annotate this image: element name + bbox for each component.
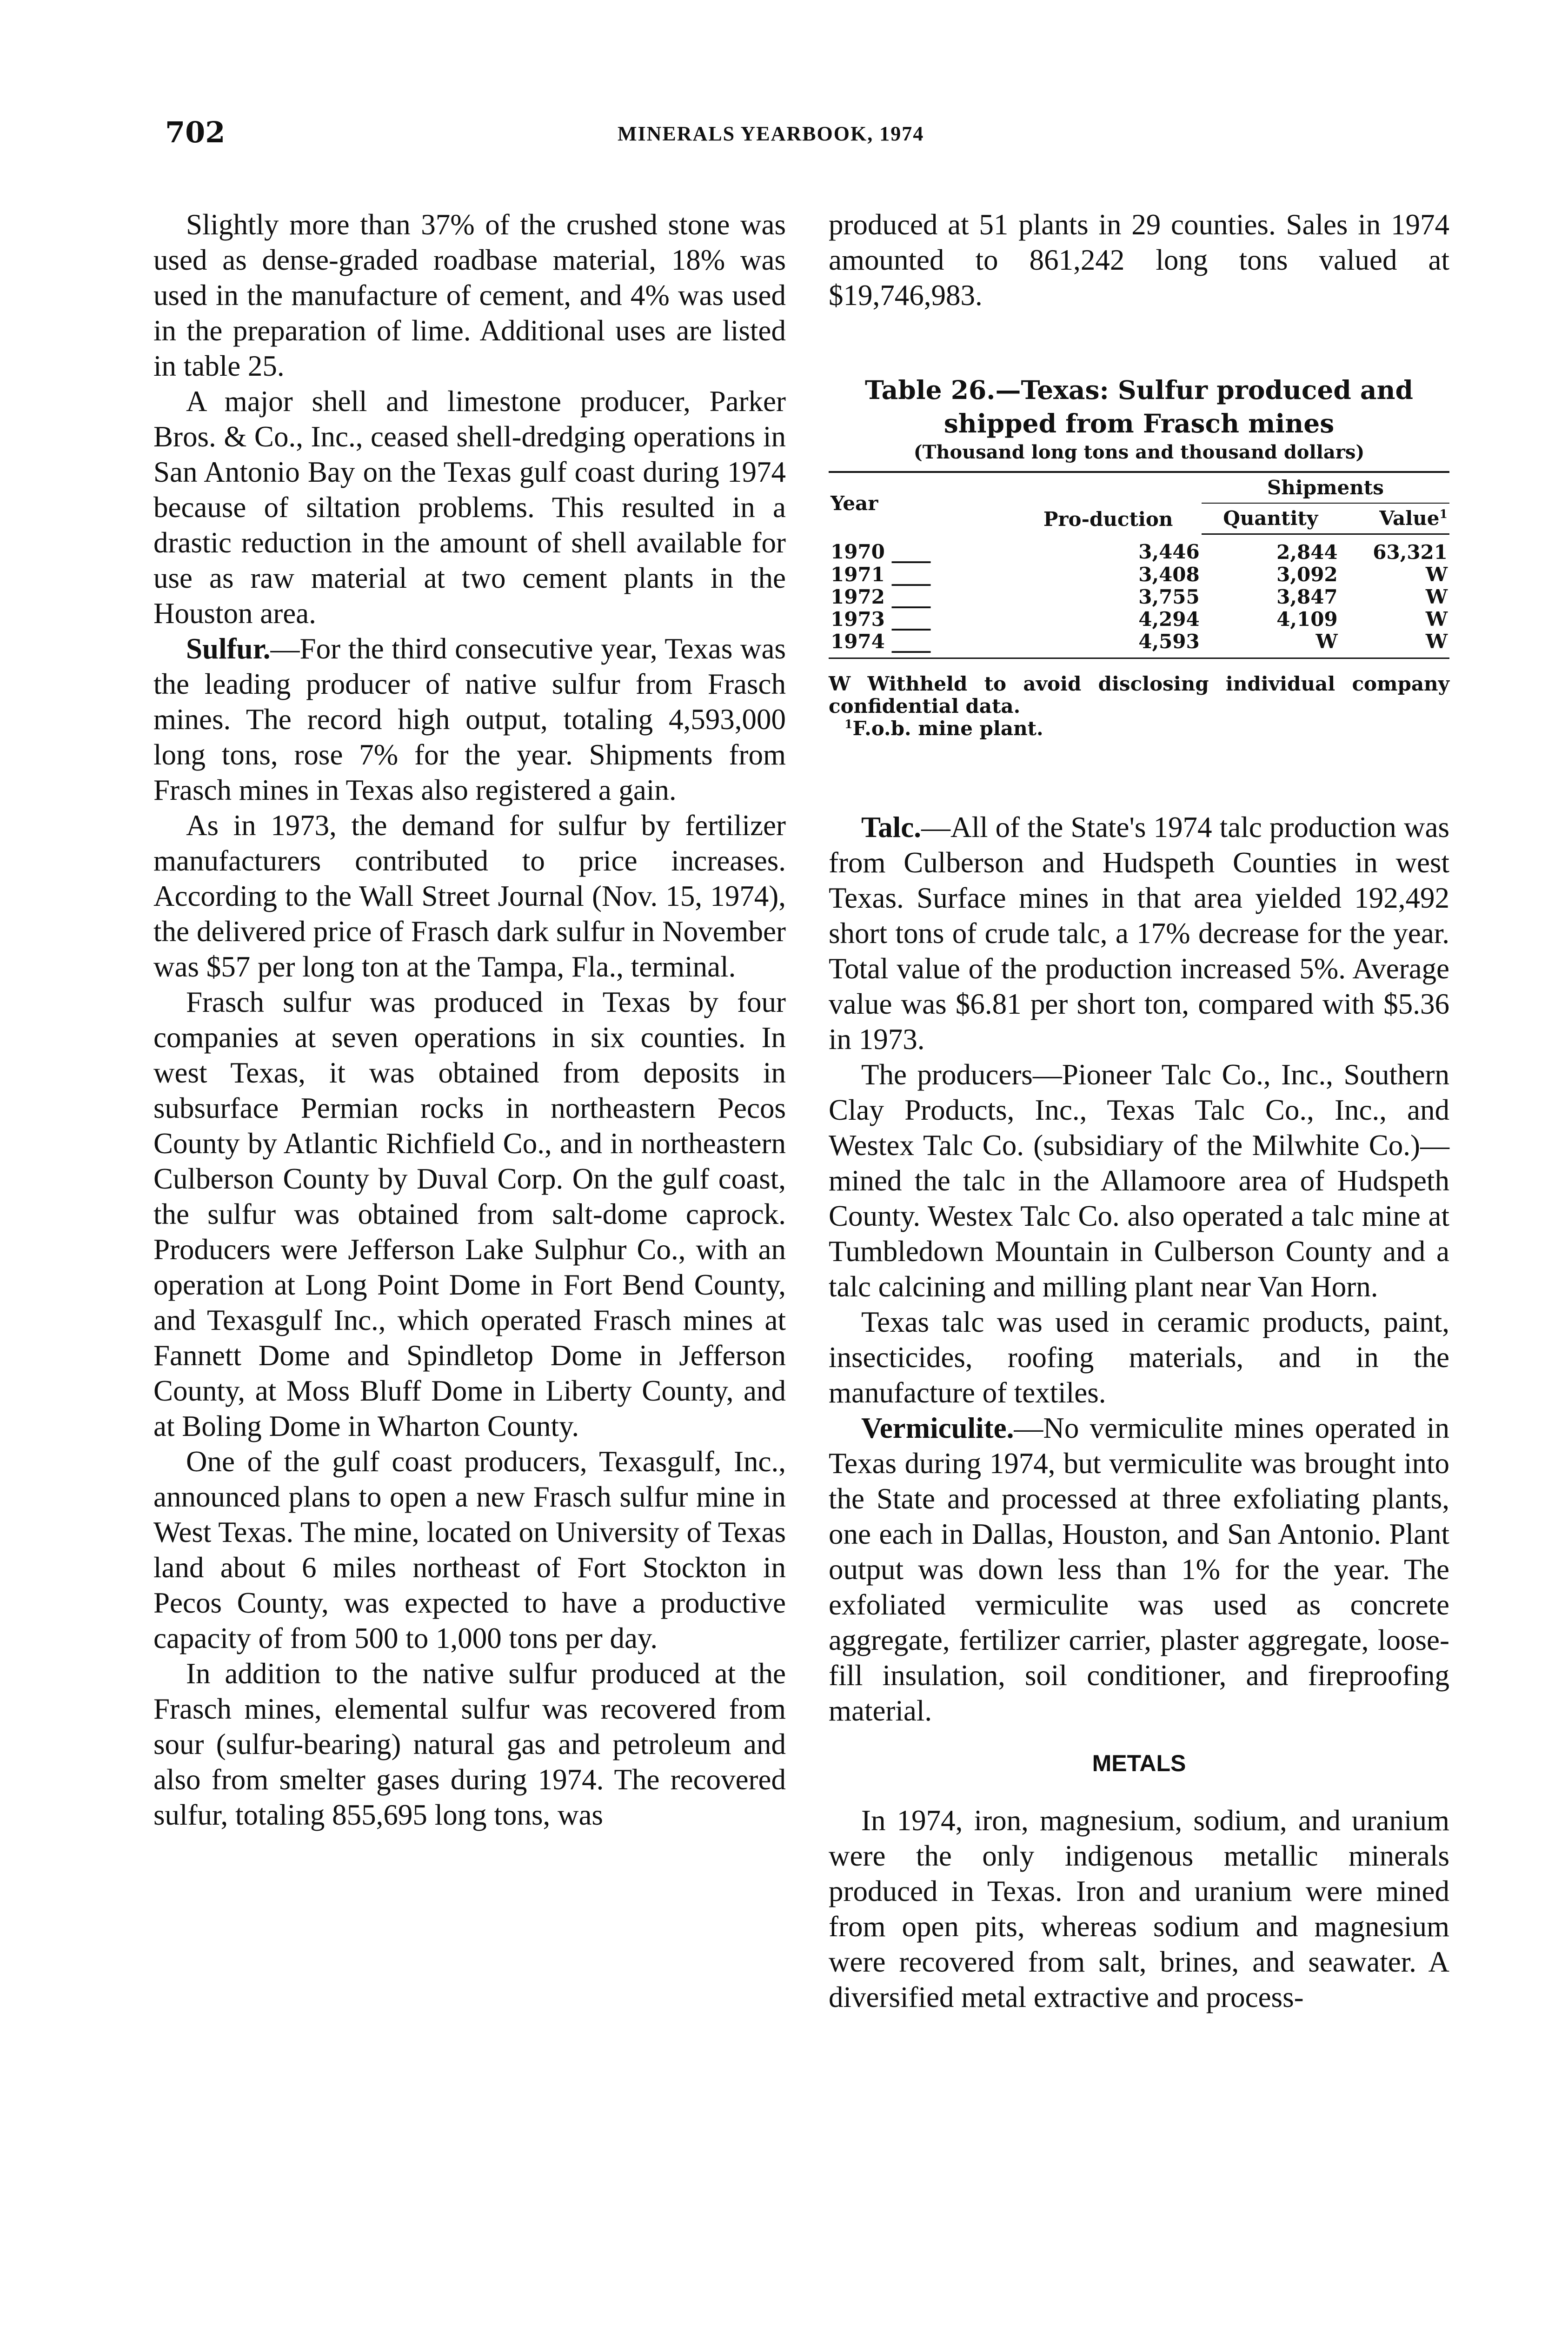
right-column: [829, 207, 1449, 2015]
cell-quantity: 3,847: [1276, 585, 1338, 608]
table-row: [829, 631, 1449, 658]
running-title: MINERALS YEARBOOK, 1974: [618, 122, 924, 145]
paragraph-talc: [829, 810, 1449, 1057]
cell-year: 1972 ____: [831, 585, 931, 608]
column-header-year: Year: [829, 472, 1015, 534]
cell-production: 3,755: [1138, 585, 1200, 608]
cell-year: 1971 ____: [831, 563, 931, 586]
paragraph-metals: In 1974, iron, magnesium, sodium, and uranium were the only indigenous metallic minerals produced in Texas. Iron and uranium were mined from open pits, whereas sodium and magnesium were recovered from salt, brines, and seawater. A diversified metal extractive and process-: [829, 1804, 1449, 2013]
paragraph-crushed-stone: Slightly more than 37% of the crushed stone was used as dense-graded roadbase material, 18% was used in the manufacture of cement, and 4% was used in the preparation of lime. Additional uses are listed in table 25.: [153, 208, 786, 382]
paragraph-recovered-sulfur: In addition to the native sulfur produced at the Frasch mines, elemental sulfur was recovered from sour (sulfur-bearing) natural gas and petroleum and also from smelter gases during 1974. The recovered sulfur, totaling 855,695 long tons, was: [153, 1657, 786, 1831]
cell-year: 1973 ____: [831, 608, 931, 631]
cell-year: 1970 ____: [831, 540, 931, 564]
cell-value: W: [1425, 608, 1448, 631]
sulfur-text: —For the third consecutive year, Texas was the leading producer of native sulfur from Frasch mines. The record high output, totaling 4,593,000 long tons, rose 7% for the year. Shipments from Frasch mines in Texas also registered a gain.: [153, 632, 786, 806]
table-row: [829, 586, 1449, 608]
value-footnote-mark: 1: [1439, 507, 1448, 521]
paragraph-talc-uses: Texas talc was used in ceramic products, paint, insecticides, roofing materials, and in the manufacture of textiles.: [829, 1306, 1449, 1409]
paragraph-sulfur: [153, 631, 786, 808]
column-header-quantity: Quantity: [1202, 503, 1340, 534]
cell-value: 63,321: [1373, 541, 1448, 564]
page-number: 702: [165, 115, 226, 149]
paragraph-frasch-producers: Frasch sulfur was produced in Texas by four companies at seven operations in six counties. In west Texas, it was obtained from deposits in subsurface Permian rocks in northeastern Pecos County by Atlantic Richfield Co., and in northeastern Culberson County by Duval Corp. On the gulf coast, the sulfur was obtained from salt-dome caprock. Producers were Jefferson Lake Sulphur Co., with an operation at Long Point Dome in Fort Bend County, and Texasgulf Inc., which operated Frasch mines at Fannett Dome and Spindletop Dome in Jefferson County, at Moss Bluff Dome in Liberty County, and at Boling Dome in Wharton County.: [153, 986, 786, 1442]
cell-quantity: 3,092: [1276, 563, 1338, 586]
table-footnotes: [829, 673, 1449, 740]
column-header-production: Pro-duction: [1015, 472, 1202, 534]
cell-value: W: [1425, 585, 1448, 608]
sulfur-run-in-heading: Sulfur.: [186, 632, 271, 665]
cell-production: 3,408: [1138, 563, 1200, 586]
paragraph-vermiculite: [829, 1410, 1449, 1728]
sulfur-table: [829, 471, 1449, 659]
talc-run-in-heading: Talc.: [861, 811, 921, 844]
table-26: [829, 373, 1449, 740]
footnote-1: [829, 717, 1449, 740]
table-row: [829, 534, 1449, 564]
cell-production: 4,593: [1015, 631, 1202, 658]
table-row: [829, 608, 1449, 631]
cell-quantity: W: [1202, 631, 1340, 658]
paragraph-shell-producer: A major shell and limestone producer, Parker Bros. & Co., Inc., ceased shell-dredging operations in San Antonio Bay on the Texas gulf coast during 1974 because of siltation problems. This resulted in a drastic reduction in the amount of shell available for use as raw material at two cement plants in the Houston area.: [153, 385, 786, 630]
paragraph-texasgulf-plans: One of the gulf coast producers, Texasgulf, Inc., announced plans to open a new Frasch sulfur mine in West Texas. The mine, located on University of Texas land about 6 miles northeast of Fort Stockton in Pecos County, was expected to have a productive capacity of from 500 to 1,000 tons per day.: [153, 1445, 786, 1654]
left-column: [153, 207, 786, 1833]
talc-section: [829, 810, 1449, 1728]
footnote-withheld: W Withheld to avoid disclosing individual company confidential data.: [829, 672, 1449, 717]
footnote-1-text: F.o.b. mine plant.: [852, 717, 1043, 740]
vermiculite-run-in-heading: Vermiculite.: [861, 1412, 1014, 1444]
footnote-1-mark: 1: [844, 717, 853, 731]
paragraph-recovered-sulfur-continued: produced at 51 plants in 29 counties. Sales in 1974 amounted to 861,242 long tons valued at $19,746,983.: [829, 208, 1449, 312]
paragraph-sulfur-demand: As in 1973, the demand for sulfur by fertilizer manufacturers contributed to price increases. According to the Wall Street Journal (Nov. 15, 1974), the delivered price of Frasch dark sulfur in November was $57 per long ton at the Tampa, Fla., terminal.: [153, 809, 786, 983]
vermiculite-text: —No vermiculite mines operated in Texas during 1974, but vermiculite was brought into the State and processed at three exfoliating plants, one each in Dallas, Houston, and San Antonio. Plant output was down less than 1% for the year. The exfoliated vermiculite was used as concrete aggregate, fertilizer carrier, plaster aggregate, loose-fill insulation, soil conditioner, and fireproofing material.: [829, 1412, 1449, 1727]
cell-value: W: [1425, 563, 1448, 586]
table-unit: (Thousand long tons and thousand dollars): [913, 441, 1365, 463]
cell-production: 3,446: [1138, 540, 1200, 564]
talc-text: —All of the State's 1974 talc production was from Culberson and Hudspeth Counties in west Texas. Surface mines in that area yielded 192,492 short tons of crude talc, a 17% decrease for the year. Total value of the production increased 5%. Average value was $6.81 per short ton, compared with $5.36 in 1973.: [829, 811, 1449, 1056]
cell-value: W: [1340, 631, 1449, 658]
value-label: Value: [1379, 507, 1440, 530]
column-header-value: [1340, 503, 1449, 534]
column-header-shipments: Shipments: [1202, 472, 1449, 503]
table-row: [829, 564, 1449, 586]
paragraph-talc-producers: The producers—Pioneer Talc Co., Inc., Southern Clay Products, Inc., Texas Talc Co., Inc., and Westex Talc Co. (subsidiary of the Milwhite Co.)—mined the talc in the Allamoore area of Hudspeth County. Westex Talc Co. also operated a talc mine at Tumbledown Mountain in Culberson County and a talc calcining and milling plant near Van Horn.: [829, 1058, 1449, 1303]
cell-quantity: 4,109: [1276, 608, 1338, 631]
table-title: Table 26.—Texas: Sulfur produced and shipped from Frasch mines: [864, 375, 1414, 438]
metals-heading: METALS: [1092, 1750, 1186, 1776]
cell-production: 4,294: [1138, 608, 1200, 631]
cell-quantity: 2,844: [1276, 541, 1338, 564]
cell-year: 1974 ____: [829, 631, 1015, 658]
